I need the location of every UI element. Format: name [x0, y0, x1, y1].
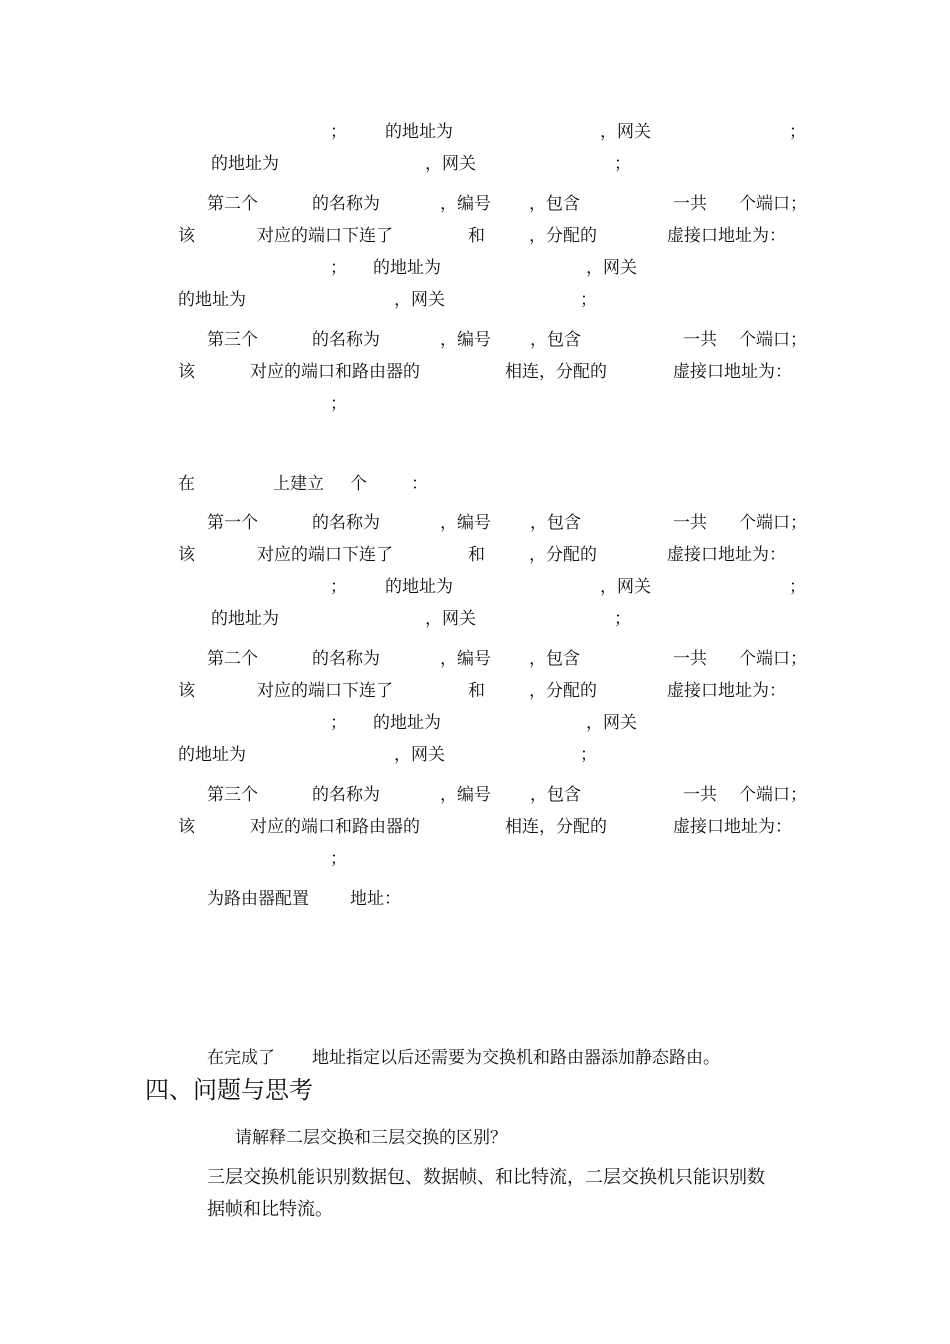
text-fragment: ；: [330, 394, 347, 414]
text-fragment: ，网关: [425, 154, 476, 174]
text-fragment: ，编号: [440, 513, 491, 533]
text-fragment: ；: [789, 122, 806, 142]
text-fragment: 一共: [673, 513, 707, 533]
text-fragment: 上建立: [273, 474, 324, 494]
text-fragment: 和: [468, 545, 485, 565]
text-fragment: 个端口；: [739, 513, 807, 533]
text-fragment: 个端口；: [739, 785, 807, 805]
text-fragment: 地址指定以后还需要为交换机和路由器添加静态路由。: [312, 1048, 720, 1068]
text-fragment: 和: [468, 226, 485, 246]
text-fragment: 的地址为: [385, 122, 453, 142]
text-fragment: 虚接口地址为：: [673, 817, 792, 837]
text-fragment: 一共: [683, 785, 717, 805]
answer-text: 三层交换机能识别数据包、数据帧、和比特流，二层交换机只能识别数: [207, 1167, 765, 1188]
text-fragment: 第三个: [207, 330, 258, 350]
text-fragment: 的名称为: [312, 649, 380, 669]
text-fragment: 的地址为: [373, 713, 441, 733]
text-fragment: ，网关: [586, 713, 637, 733]
text-fragment: 相连，分配的: [505, 362, 607, 382]
text-fragment: 的地址为: [178, 745, 246, 765]
text-fragment: 的名称为: [312, 194, 380, 214]
text-fragment: 的地址为: [211, 154, 279, 174]
text-fragment: 的地址为: [211, 609, 279, 629]
text-fragment: 对应的端口和路由器的: [250, 817, 420, 837]
text-fragment: 第二个: [207, 649, 258, 669]
text-fragment: 虚接口地址为：: [667, 545, 786, 565]
text-fragment: ，网关: [586, 258, 637, 278]
text-fragment: 的名称为: [312, 785, 380, 805]
text-fragment: 一共: [673, 194, 707, 214]
text-fragment: ，编号: [440, 330, 491, 350]
text-fragment: 个端口；: [739, 649, 807, 669]
text-fragment: ，包含: [530, 785, 581, 805]
text-fragment: 虚接口地址为：: [667, 226, 786, 246]
text-fragment: 第二个: [207, 194, 258, 214]
text-fragment: ，网关: [600, 122, 651, 142]
text-fragment: ；: [580, 290, 597, 310]
text-fragment: 一共: [673, 649, 707, 669]
text-fragment: ，编号: [440, 194, 491, 214]
text-fragment: 的地址为: [178, 290, 246, 310]
text-fragment: 对应的端口和路由器的: [250, 362, 420, 382]
text-fragment: ；: [330, 713, 347, 733]
text-fragment: 对应的端口下连了: [257, 545, 393, 565]
text-fragment: ；: [330, 258, 347, 278]
text-fragment: ，分配的: [529, 681, 597, 701]
text-fragment: ；: [614, 154, 631, 174]
text-fragment: 对应的端口下连了: [257, 681, 393, 701]
text-fragment: ；: [330, 122, 347, 142]
text-fragment: ，分配的: [529, 545, 597, 565]
text-fragment: 个端口；: [739, 330, 807, 350]
text-fragment: ，分配的: [529, 226, 597, 246]
answer-text: 据帧和比特流。: [207, 1199, 333, 1220]
text-fragment: ，包含: [530, 513, 581, 533]
text-fragment: 一共: [683, 330, 717, 350]
text-fragment: 第一个: [207, 513, 258, 533]
text-fragment: ，编号: [440, 785, 491, 805]
text-fragment: 虚接口地址为：: [673, 362, 792, 382]
section-heading: 四、问题与思考: [145, 1076, 313, 1104]
text-fragment: ，包含: [529, 649, 580, 669]
text-fragment: ，网关: [394, 745, 445, 765]
text-fragment: 的名称为: [312, 513, 380, 533]
text-fragment: ，编号: [440, 649, 491, 669]
text-fragment: ，网关: [425, 609, 476, 629]
text-fragment: 该: [178, 817, 195, 837]
text-fragment: 在完成了: [207, 1048, 275, 1068]
text-fragment: 对应的端口下连了: [257, 226, 393, 246]
text-fragment: ；: [580, 745, 597, 765]
text-fragment: 第三个: [207, 785, 258, 805]
text-fragment: ，包含: [530, 330, 581, 350]
text-fragment: 虚接口地址为：: [667, 681, 786, 701]
text-fragment: ；: [330, 849, 347, 869]
text-fragment: 相连，分配的: [505, 817, 607, 837]
text-fragment: 地址：: [350, 889, 401, 909]
text-fragment: 为路由器配置: [207, 889, 309, 909]
text-fragment: ，包含: [529, 194, 580, 214]
text-fragment: ；: [614, 609, 631, 629]
text-fragment: ，网关: [600, 577, 651, 597]
text-fragment: 的地址为: [385, 577, 453, 597]
text-fragment: 该: [178, 545, 195, 565]
text-fragment: ，网关: [394, 290, 445, 310]
text-fragment: 的地址为: [373, 258, 441, 278]
text-fragment: 和: [468, 681, 485, 701]
text-fragment: 该: [178, 226, 195, 246]
text-fragment: 该: [178, 681, 195, 701]
text-fragment: 该: [178, 362, 195, 382]
text-fragment: 在: [178, 474, 195, 494]
question-text: 请解释二层交换和三层交换的区别？: [235, 1128, 507, 1148]
text-fragment: ；: [330, 577, 347, 597]
text-fragment: 个端口；: [739, 194, 807, 214]
text-fragment: ：: [411, 474, 428, 494]
text-fragment: 个: [350, 474, 367, 494]
text-fragment: 的名称为: [312, 330, 380, 350]
text-fragment: ；: [789, 577, 806, 597]
